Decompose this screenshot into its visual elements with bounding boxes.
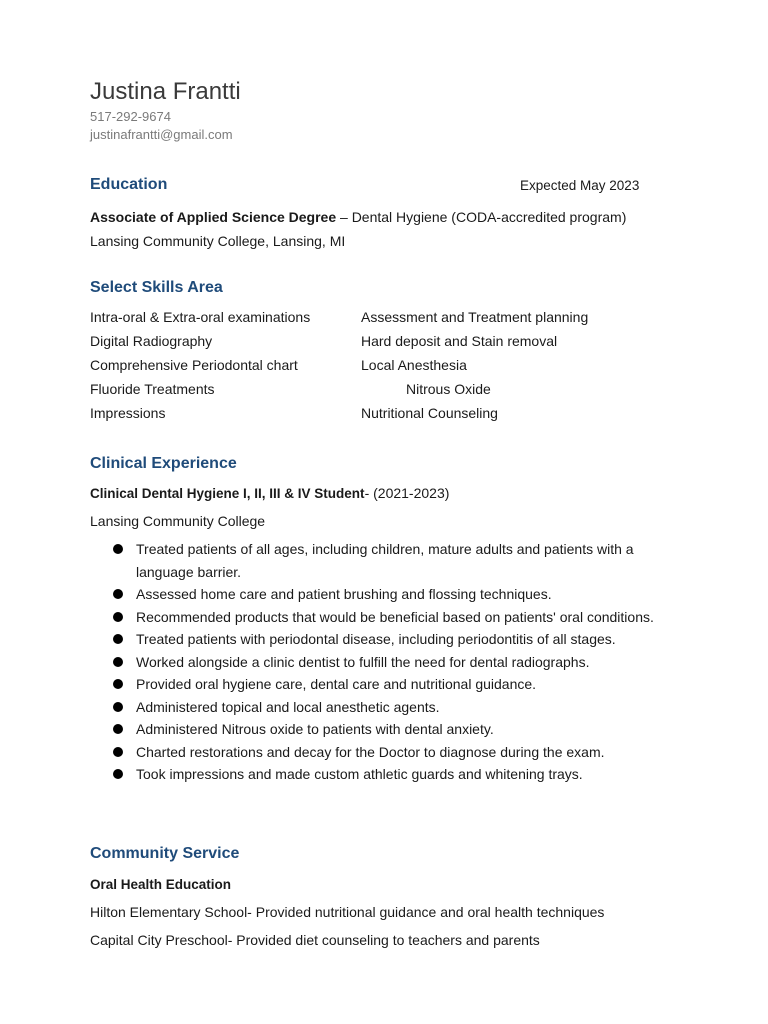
education-heading: Education [90, 176, 168, 193]
skill-item: Comprehensive Periodontal chart [90, 357, 298, 373]
clinical-organization: Lansing Community College [90, 513, 266, 529]
community-item: Hilton Elementary School- Provided nutritional guidance and oral health techniques [90, 904, 605, 920]
bullet-text: Assessed home care and patient brushing and flossing techniques. [136, 586, 552, 602]
bullet-icon [113, 612, 123, 622]
list-item [112, 718, 682, 741]
clinical-heading: Clinical Experience [90, 455, 237, 472]
bullet-text: Administered topical and local anesthetic agents. [136, 698, 440, 715]
list-item [112, 741, 682, 764]
bullet-text: Treated patients with periodontal disease, including periodontitis of all stages. [136, 631, 616, 647]
bullet-icon [113, 724, 123, 734]
candidate-name: Justina Frantti [90, 78, 241, 105]
education-degree-line [90, 209, 626, 225]
education-school: Lansing Community College, Lansing, MI [90, 233, 346, 249]
bullet-icon [113, 657, 123, 667]
bullet-icon [113, 702, 123, 712]
bullet-text: Treated patients of all ages, including children, mature adults and patients with a language barrier. [136, 541, 634, 580]
skills-heading: Select Skills Area [90, 279, 223, 296]
list-item [112, 651, 682, 674]
skill-item: Fluoride Treatments [90, 381, 215, 397]
skill-item: Nitrous Oxide [406, 381, 491, 397]
bullet-icon [113, 769, 123, 779]
clinical-dates: - (2021-2023) [364, 485, 450, 501]
skill-item: Assessment and Treatment planning [361, 309, 589, 325]
bullet-text: Provided oral hygiene care, dental care and nutritional guidance. [136, 676, 537, 692]
list-item [112, 583, 682, 606]
list-item [112, 606, 682, 629]
bullet-icon [113, 589, 123, 599]
list-item [112, 696, 682, 719]
skill-item: Local Anesthesia [361, 357, 467, 373]
bullet-text: Administered Nitrous oxide to patients with dental anxiety. [136, 721, 494, 737]
list-item [112, 538, 682, 583]
list-item [112, 763, 682, 786]
bullet-icon [113, 747, 123, 757]
community-item: Capital City Preschool- Provided diet counseling to teachers and parents [90, 932, 540, 948]
clinical-role-line [90, 485, 449, 501]
skill-item: Nutritional Counseling [361, 405, 498, 421]
bullet-icon [113, 679, 123, 689]
education-expected-date: Expected May 2023 [520, 178, 640, 193]
list-item [112, 673, 682, 696]
community-heading: Community Service [90, 845, 240, 862]
skill-item: Digital Radiography [90, 333, 213, 349]
bullet-text: Worked alongside a clinic dentist to fulfill the need for dental radiographs. [136, 653, 590, 670]
clinical-bullet-list [112, 538, 682, 786]
bullet-text: Charted restorations and decay for the Doctor to diagnose during the exam. [136, 743, 605, 760]
skill-item: Intra-oral & Extra-oral examinations [90, 309, 311, 325]
phone-number: 517-292-9674 [90, 109, 171, 124]
skill-item: Hard deposit and Stain removal [361, 333, 558, 349]
clinical-role: Clinical Dental Hygiene I, II, III & IV Student [90, 486, 365, 501]
bullet-icon [113, 544, 123, 554]
bullet-icon [113, 634, 123, 644]
bullet-text: Took impressions and made custom athletic guards and whitening trays. [136, 766, 583, 782]
skill-item: Impressions [90, 405, 166, 421]
list-item [112, 628, 682, 651]
bullet-text: Recommended products that would be beneficial based on patients' oral conditions. [136, 608, 654, 625]
community-subheading: Oral Health Education [90, 877, 232, 892]
degree-detail: – Dental Hygiene (CODA-accredited program) [336, 209, 627, 225]
degree-name: Associate of Applied Science Degree [90, 209, 337, 225]
email-address: justinafrantti@gmail.com [90, 127, 233, 142]
